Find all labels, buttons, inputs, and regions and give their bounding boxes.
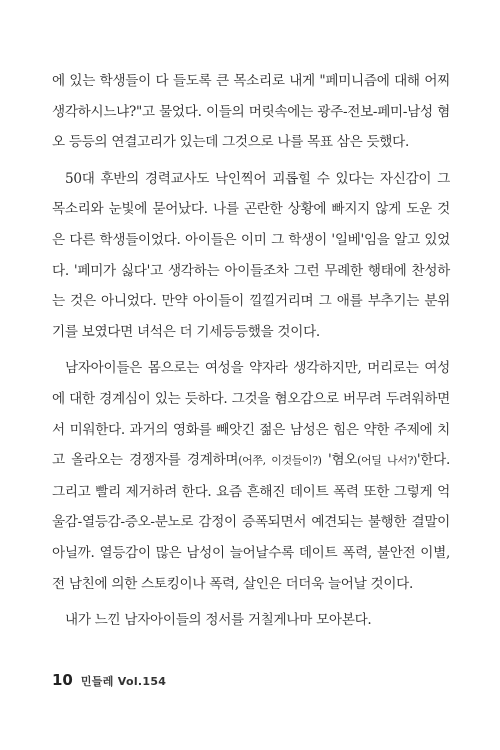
magazine-title: 민들레 Vol.154 <box>80 675 167 688</box>
page-footer <box>52 671 166 689</box>
paragraph <box>52 353 450 599</box>
paragraph <box>52 605 450 636</box>
page-number: 10 <box>52 671 73 689</box>
aside-text: (어딜 나서?) <box>357 454 417 468</box>
text-run: '한다. 그리고 빨리 제거하려 한다. 요즘 흔해진 데이트 폭력 또한 그렇게 억울감-열등감-증오-분노로 감정이 증폭되면서 예견되는 불행한 결말이 아닐까. 열등감이 많은 남성이 늘어날수록 데이트 폭력, 불안전 이별, 전 남친에 의한 스토킹이나 폭력, 살인은 더더욱 늘어날 것이다. <box>52 452 451 592</box>
text-run: 남자아이들은 몸으로는 여성을 약자라 생각하지만, 머리로는 여성에 대한 경계심이 있는 듯하다. 그것을 혐오감으로 버무려 두려워하면서 미워한다. 과거의 영화를 빼앗긴 젊은 남성은 힘은 약한 주제에 치고 올라오는 경쟁자를 경계하며 <box>52 360 450 469</box>
paragraph <box>52 66 450 158</box>
text-run: 에 있는 학생들이 다 들도록 큰 목소리로 내게 "페미니즘에 대해 어찌 생각하시느냐?"고 물었다. 이들의 머릿속에는 광주-전보-페미-남성 혐오 등등의 연결고리가 있는데 그것으로 나를 목표 삼은 듯했다. <box>52 73 450 151</box>
paragraph <box>52 164 450 348</box>
body-text <box>52 66 450 642</box>
text-run: 50대 후반의 경력교사도 낙인찍어 괴롭힐 수 있다는 자신감이 그 목소리와 눈빛에 묻어났다. 나를 곤란한 상황에 빠지지 않게 도운 것은 다른 학생들이었다. 아이들은 이미 그 학생이 '일베'임을 알고 있었다. '페미가 싫다'고 생각하는 아이들조차 그런 무례한 행태에 찬성하는 것은 아니었다. 만약 아이들이 낄낄거리며 그 애를 부추기는 분위기를 보였다면 녀석은 더 기세등등했을 것이다. <box>52 170 450 340</box>
aside-text: (어쭈, 이것들이?) <box>238 454 322 468</box>
text-run: 내가 느낀 남자아이들의 정서를 거칠게나마 모아본다. <box>65 612 372 629</box>
text-run: '혐오 <box>321 452 358 469</box>
